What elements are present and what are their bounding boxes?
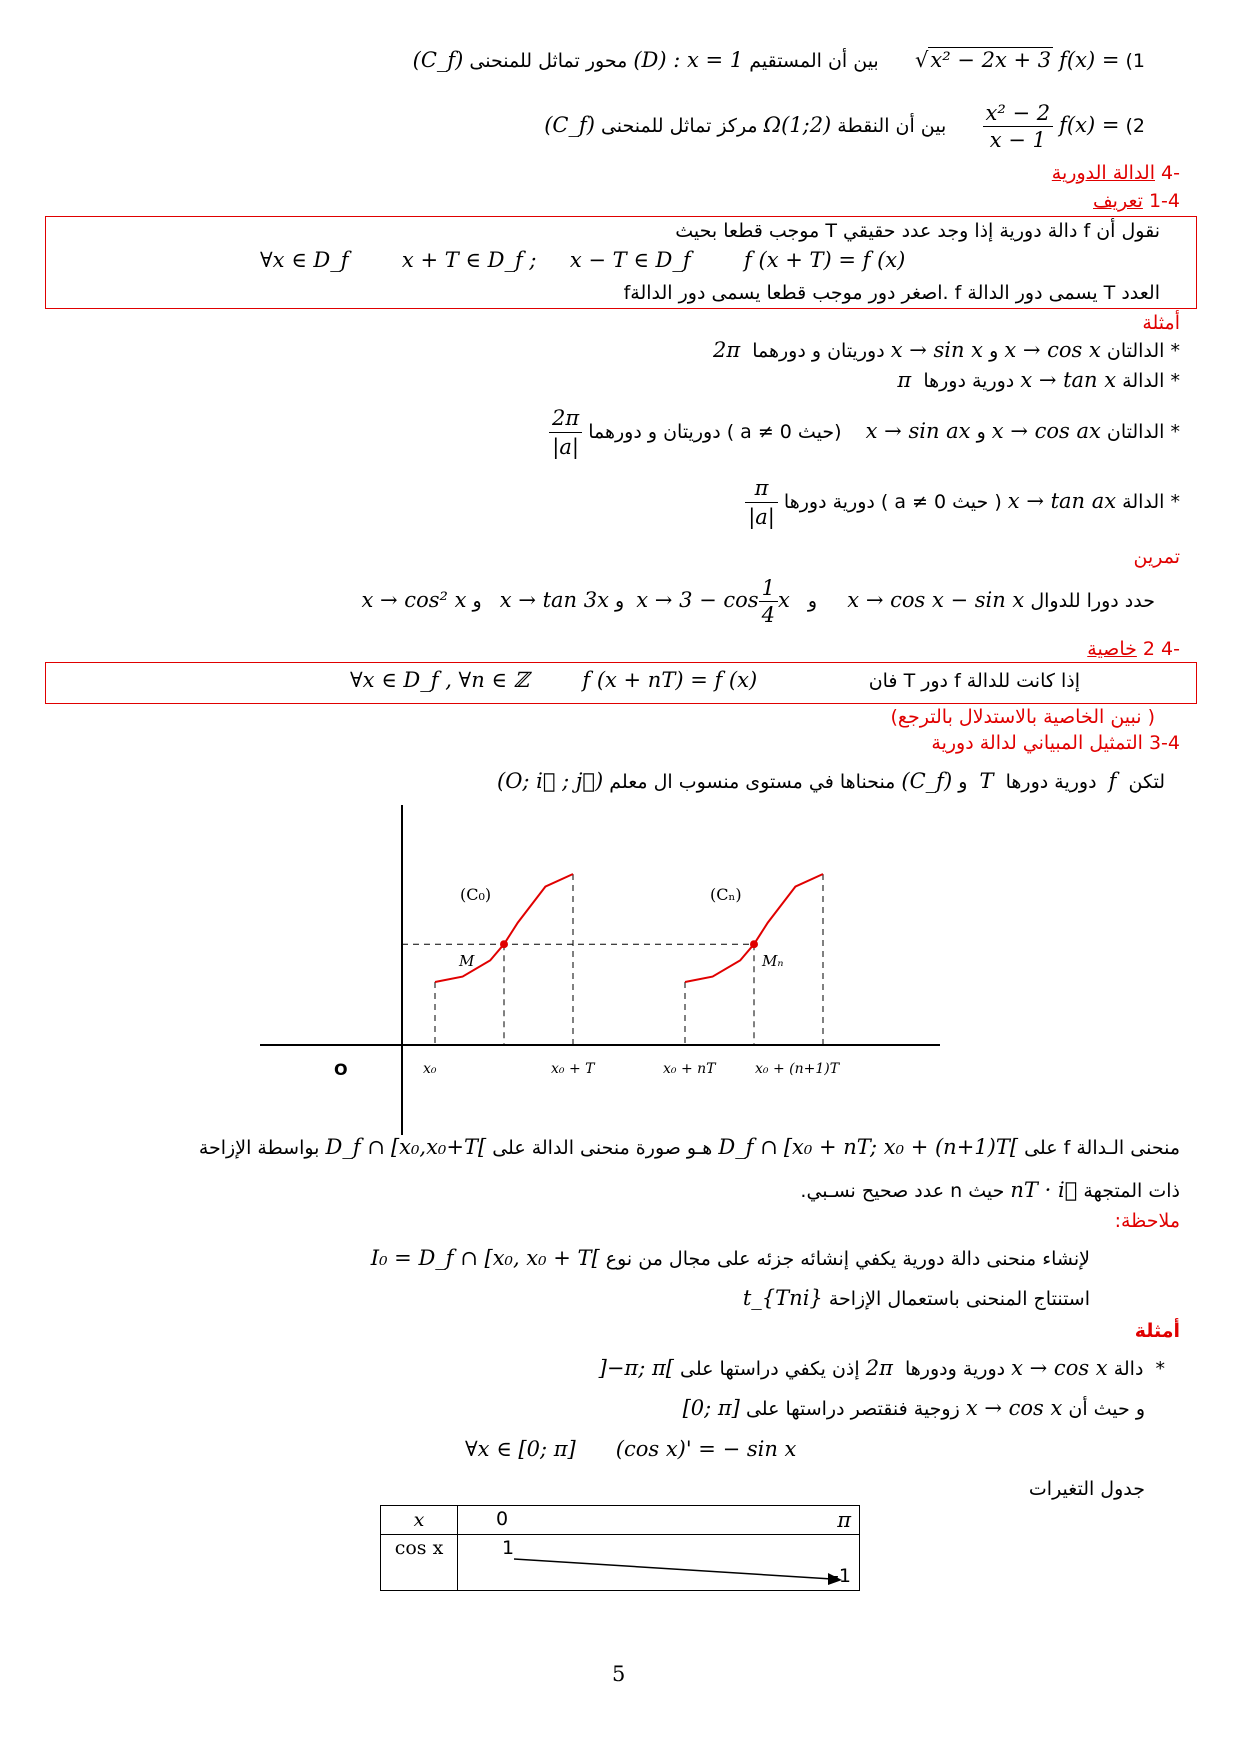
point-label-1: Mₙ <box>762 952 784 971</box>
x-tick-label-1: x₀ + T <box>551 1061 595 1077</box>
example-d: * الدالة x → tan ax ( حيث a ≠ 0 ) دورية دورها $\frac{\pi}{|a|}$ <box>745 470 1180 532</box>
definition-formula: ∀x ∈ D_f x + T ∈ D_f ; x − T ∈ D_f f (x + T) = f (x) <box>260 248 906 272</box>
definition-line-3: العدد T يسمى دور الدالة f .اصغر دور موجب قطعا يسمى دور الدالةf <box>623 282 1160 304</box>
exercise-2: 2) f(x) = $\frac{\text{x² − 2}}{x - 1}$ بين أن النقطة Ω(1;2) مركز تماثل للمنحنى (C_f) <box>544 101 1145 152</box>
curve-series-0 <box>435 874 573 982</box>
x-tick-label-2: x₀ + nT <box>663 1061 716 1077</box>
variation-row: 1 -1 <box>458 1535 860 1591</box>
exercise-1: 1) f(x) = √x² − 2x + 3 بين أن المستقيم (D) : x = 1 محور تماثل للمنحنى (C_f) <box>412 48 1145 72</box>
page-number: 5 <box>612 1662 626 1686</box>
examples-2-title: أمثلة <box>1134 1320 1180 1342</box>
ex2-fraction: $\frac{\text{x² − 2}}{x - 1}$ <box>983 100 1054 153</box>
section-4-3-title: 3-4 التمثيل المبياني لدالة دورية <box>931 732 1180 754</box>
exercise-statement: حدد دورا للدوال x → cos x − sin x و x → 3 − cos $\frac{1}{4}$ x و x → tan 3x و x → cos² x <box>361 576 1155 627</box>
point-1 <box>750 940 758 948</box>
curve-label-0: (C₀) <box>460 885 492 904</box>
note-line-2: استنتاج المنحنى باستعمال الإزاحة t_{Tni} <box>742 1286 1090 1310</box>
after-graph-line-2: ذات المتجهة nT · i⃗ حيث n عدد صحيح نسـبي. <box>800 1178 1180 1202</box>
section-4-1-title: 1-4 تعريف <box>1093 190 1180 212</box>
examples-2-line-1: * دالة x → cos x دورية ودورها 2π إذن يكفي دراستها على ]−π; π[ <box>598 1356 1165 1380</box>
examples-title: أمثلة <box>1142 312 1180 334</box>
example-b: * الدالة x → tan x دورية دورها π <box>897 368 1180 392</box>
property-text: إذا كانت للدالة f دور T فان <box>868 670 1080 692</box>
graph-axes <box>260 805 940 1135</box>
note-title: ملاحظة: <box>1114 1210 1180 1232</box>
curve-label-1: (Cₙ) <box>710 885 742 904</box>
periodic-function-graph <box>260 805 940 1135</box>
point-0 <box>500 940 508 948</box>
graph-intro: لتكن f دورية دورها T و (C_f) منحناها في مستوى منسوب ال معلم (O; i⃗ ; j⃗) <box>497 769 1165 793</box>
x-tick-label-3: x₀ + (n+1)T <box>755 1061 840 1077</box>
x-tick-label-0: x₀ <box>423 1061 437 1077</box>
variation-table-title: جدول التغيرات <box>1028 1478 1145 1500</box>
examples-2-line-2: و حيث أن x → cos x زوجية فنقتصر دراستها على [0; π] <box>682 1396 1145 1420</box>
graph-labels <box>334 885 841 1079</box>
example-c: * الدالتان x → cos ax و x → sin ax (حيث a ≠ 0 ) دوريتان و دورهما $\frac{2\pi}{|a|}$ <box>549 400 1180 462</box>
origin-label: O <box>334 1060 348 1079</box>
after-graph-line-1: منحنى الـدالة f على [x₀ + nT; x₀ + (n+1)T[ D_f ∩ هـو صورة منحنى الدالة على [x₀,x₀+T[ D_f ∩ بواسطة الإزاحة <box>198 1135 1180 1159</box>
curve-series-1 <box>685 874 823 982</box>
exercise-title: تمرين <box>1133 546 1180 568</box>
note-line-1: لإنشاء منحنى دالة دورية يكفي إنشائه جزئه على مجال من نوع I₀ = D_f ∩ [x₀, x₀ + T[ <box>370 1246 1090 1270</box>
property-formula: ∀x ∈ D_f , ∀n ∈ ℤ f (x + nT) = f (x) <box>350 668 758 692</box>
decrease-arrow <box>514 1555 844 1585</box>
section-4-2-title: -4 2 خاصية <box>1087 638 1180 660</box>
examples-2-line-3: ∀x ∈ [0; π] (cos x)' = − sin x <box>465 1437 797 1461</box>
variation-table: x 0 π cos x 1 -1 <box>380 1505 860 1591</box>
point-label-0: M <box>459 952 475 971</box>
property-note: ( نبين الخاصية بالاستدلال بالترجع) <box>890 706 1155 728</box>
ex1-fx: f(x) = <box>1059 48 1120 72</box>
example-a: * الدالتان x → cos x و x → sin x دوريتان و دورهما 2π <box>712 338 1180 362</box>
section-4-title: -4 الدالة الدورية <box>1051 162 1180 184</box>
definition-line-1: نقول أن f دالة دورية إذا وجد عدد حقيقي T موجب قطعا بحيث <box>675 220 1160 242</box>
